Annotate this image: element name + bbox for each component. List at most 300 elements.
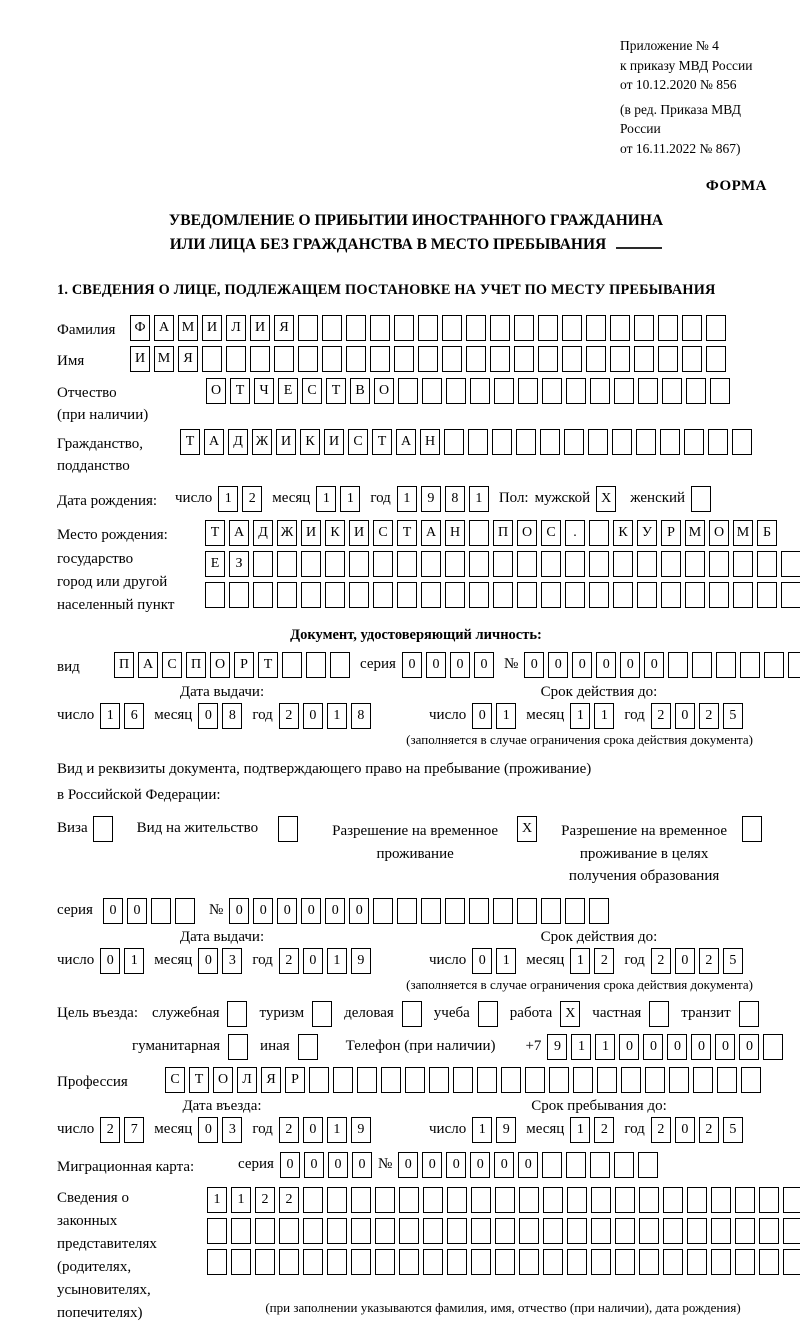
char-cell[interactable]: [566, 378, 586, 404]
char-cell[interactable]: [783, 1249, 800, 1275]
char-cell[interactable]: [660, 429, 680, 455]
char-cell[interactable]: [668, 652, 688, 678]
char-cell[interactable]: [333, 1067, 353, 1093]
char-cell[interactable]: П: [493, 520, 513, 546]
char-cell[interactable]: 1: [496, 948, 516, 974]
char-cell[interactable]: 0: [472, 948, 492, 974]
char-cell[interactable]: 0: [446, 1152, 466, 1178]
char-cell[interactable]: [541, 582, 561, 608]
char-cell[interactable]: 0: [127, 898, 147, 924]
char-cell[interactable]: 0: [572, 652, 592, 678]
char-cell[interactable]: [231, 1249, 251, 1275]
char-cell[interactable]: Ф: [130, 315, 150, 341]
char-cell[interactable]: 3: [222, 1117, 242, 1143]
char-cell[interactable]: 0: [402, 652, 422, 678]
char-cell[interactable]: [229, 582, 249, 608]
char-cell[interactable]: [277, 582, 297, 608]
char-cell[interactable]: [519, 1187, 539, 1213]
char-cell[interactable]: 0: [198, 703, 218, 729]
char-cell[interactable]: [543, 1187, 563, 1213]
char-cell[interactable]: 0: [474, 652, 494, 678]
char-cell[interactable]: [565, 582, 585, 608]
char-cell[interactable]: [175, 898, 195, 924]
char-cell[interactable]: 2: [100, 1117, 120, 1143]
char-cell[interactable]: [613, 582, 633, 608]
char-cell[interactable]: [253, 551, 273, 577]
char-cell[interactable]: Б: [757, 520, 777, 546]
char-cell[interactable]: 0: [472, 703, 492, 729]
char-cell[interactable]: И: [276, 429, 296, 455]
char-cell[interactable]: [445, 551, 465, 577]
char-cell[interactable]: [325, 551, 345, 577]
char-cell[interactable]: [589, 898, 609, 924]
char-cell[interactable]: [525, 1067, 545, 1093]
char-cell[interactable]: 0: [524, 652, 544, 678]
char-cell[interactable]: [351, 1249, 371, 1275]
char-cell[interactable]: О: [709, 520, 729, 546]
char-cell[interactable]: [573, 1067, 593, 1093]
char-cell[interactable]: 0: [253, 898, 273, 924]
char-cell[interactable]: [586, 315, 606, 341]
char-cell[interactable]: [517, 898, 537, 924]
char-cell[interactable]: 9: [496, 1117, 516, 1143]
char-cell[interactable]: [590, 1152, 610, 1178]
char-cell[interactable]: [708, 429, 728, 455]
char-cell[interactable]: 1: [231, 1187, 251, 1213]
char-cell[interactable]: 0: [470, 1152, 490, 1178]
char-cell[interactable]: 0: [229, 898, 249, 924]
char-cell[interactable]: [370, 346, 390, 372]
char-cell[interactable]: 0: [277, 898, 297, 924]
char-cell[interactable]: [375, 1187, 395, 1213]
char-cell[interactable]: Я: [178, 346, 198, 372]
humanitarian-checkbox[interactable]: [228, 1034, 248, 1060]
char-cell[interactable]: [612, 429, 632, 455]
char-cell[interactable]: 1: [218, 486, 238, 512]
char-cell[interactable]: [661, 582, 681, 608]
char-cell[interactable]: 0: [675, 948, 695, 974]
char-cell[interactable]: [588, 429, 608, 455]
char-cell[interactable]: 8: [445, 486, 465, 512]
char-cell[interactable]: И: [301, 520, 321, 546]
char-cell[interactable]: [469, 898, 489, 924]
char-cell[interactable]: [621, 1067, 641, 1093]
char-cell[interactable]: [591, 1187, 611, 1213]
char-cell[interactable]: [716, 652, 736, 678]
study-checkbox[interactable]: [478, 1001, 498, 1027]
char-cell[interactable]: Т: [230, 378, 250, 404]
business-checkbox[interactable]: [402, 1001, 422, 1027]
char-cell[interactable]: [636, 429, 656, 455]
char-cell[interactable]: В: [350, 378, 370, 404]
char-cell[interactable]: 2: [651, 948, 671, 974]
char-cell[interactable]: [370, 315, 390, 341]
char-cell[interactable]: И: [324, 429, 344, 455]
char-cell[interactable]: [421, 551, 441, 577]
char-cell[interactable]: [444, 429, 464, 455]
char-cell[interactable]: [429, 1067, 449, 1093]
char-cell[interactable]: А: [138, 652, 158, 678]
char-cell[interactable]: И: [130, 346, 150, 372]
char-cell[interactable]: [202, 346, 222, 372]
char-cell[interactable]: П: [186, 652, 206, 678]
char-cell[interactable]: [418, 346, 438, 372]
char-cell[interactable]: [446, 378, 466, 404]
char-cell[interactable]: [301, 551, 321, 577]
char-cell[interactable]: 2: [279, 948, 299, 974]
char-cell[interactable]: Н: [420, 429, 440, 455]
char-cell[interactable]: [711, 1218, 731, 1244]
char-cell[interactable]: [740, 652, 760, 678]
char-cell[interactable]: [661, 551, 681, 577]
char-cell[interactable]: [492, 429, 512, 455]
char-cell[interactable]: С: [348, 429, 368, 455]
char-cell[interactable]: [471, 1249, 491, 1275]
char-cell[interactable]: [151, 898, 171, 924]
char-cell[interactable]: [253, 582, 273, 608]
char-cell[interactable]: [381, 1067, 401, 1093]
char-cell[interactable]: У: [637, 520, 657, 546]
char-cell[interactable]: О: [517, 520, 537, 546]
char-cell[interactable]: [447, 1218, 467, 1244]
char-cell[interactable]: [692, 652, 712, 678]
char-cell[interactable]: [279, 1249, 299, 1275]
char-cell[interactable]: [325, 582, 345, 608]
char-cell[interactable]: [565, 551, 585, 577]
char-cell[interactable]: [615, 1187, 635, 1213]
char-cell[interactable]: 1: [595, 1034, 615, 1060]
male-checkbox[interactable]: X: [596, 486, 616, 512]
char-cell[interactable]: [733, 582, 753, 608]
char-cell[interactable]: [639, 1249, 659, 1275]
char-cell[interactable]: [394, 346, 414, 372]
char-cell[interactable]: [205, 582, 225, 608]
char-cell[interactable]: [517, 582, 537, 608]
char-cell[interactable]: [250, 346, 270, 372]
char-cell[interactable]: 0: [103, 898, 123, 924]
char-cell[interactable]: [590, 378, 610, 404]
char-cell[interactable]: [375, 1218, 395, 1244]
char-cell[interactable]: [421, 582, 441, 608]
char-cell[interactable]: 9: [351, 948, 371, 974]
char-cell[interactable]: 0: [422, 1152, 442, 1178]
char-cell[interactable]: [781, 551, 800, 577]
char-cell[interactable]: [634, 315, 654, 341]
char-cell[interactable]: 1: [571, 1034, 591, 1060]
char-cell[interactable]: К: [613, 520, 633, 546]
private-checkbox[interactable]: [649, 1001, 669, 1027]
char-cell[interactable]: Я: [274, 315, 294, 341]
char-cell[interactable]: Т: [180, 429, 200, 455]
char-cell[interactable]: 2: [594, 1117, 614, 1143]
char-cell[interactable]: 2: [279, 1187, 299, 1213]
char-cell[interactable]: [442, 315, 462, 341]
char-cell[interactable]: 1: [397, 486, 417, 512]
char-cell[interactable]: С: [162, 652, 182, 678]
char-cell[interactable]: [634, 346, 654, 372]
char-cell[interactable]: 2: [255, 1187, 275, 1213]
char-cell[interactable]: [538, 346, 558, 372]
char-cell[interactable]: Т: [258, 652, 278, 678]
char-cell[interactable]: [735, 1187, 755, 1213]
char-cell[interactable]: [351, 1187, 371, 1213]
char-cell[interactable]: [586, 346, 606, 372]
char-cell[interactable]: [614, 378, 634, 404]
char-cell[interactable]: [282, 652, 302, 678]
char-cell[interactable]: 0: [349, 898, 369, 924]
char-cell[interactable]: [501, 1067, 521, 1093]
char-cell[interactable]: [327, 1187, 347, 1213]
char-cell[interactable]: [421, 898, 441, 924]
char-cell[interactable]: [255, 1218, 275, 1244]
char-cell[interactable]: [687, 1249, 707, 1275]
char-cell[interactable]: 1: [570, 703, 590, 729]
char-cell[interactable]: [562, 315, 582, 341]
char-cell[interactable]: 2: [242, 486, 262, 512]
char-cell[interactable]: Д: [253, 520, 273, 546]
char-cell[interactable]: [349, 551, 369, 577]
char-cell[interactable]: Ж: [252, 429, 272, 455]
char-cell[interactable]: [255, 1249, 275, 1275]
char-cell[interactable]: Т: [205, 520, 225, 546]
char-cell[interactable]: 0: [667, 1034, 687, 1060]
char-cell[interactable]: 2: [279, 703, 299, 729]
char-cell[interactable]: 1: [496, 703, 516, 729]
char-cell[interactable]: [298, 346, 318, 372]
char-cell[interactable]: [757, 582, 777, 608]
char-cell[interactable]: [589, 520, 609, 546]
char-cell[interactable]: [495, 1249, 515, 1275]
char-cell[interactable]: [493, 582, 513, 608]
char-cell[interactable]: [759, 1187, 779, 1213]
char-cell[interactable]: [709, 582, 729, 608]
char-cell[interactable]: [418, 315, 438, 341]
char-cell[interactable]: [298, 315, 318, 341]
char-cell[interactable]: [682, 315, 702, 341]
char-cell[interactable]: О: [374, 378, 394, 404]
char-cell[interactable]: [543, 1218, 563, 1244]
char-cell[interactable]: [397, 582, 417, 608]
char-cell[interactable]: [538, 315, 558, 341]
char-cell[interactable]: [447, 1187, 467, 1213]
char-cell[interactable]: [542, 378, 562, 404]
char-cell[interactable]: 1: [316, 486, 336, 512]
char-cell[interactable]: 9: [421, 486, 441, 512]
char-cell[interactable]: [757, 551, 777, 577]
transit-checkbox[interactable]: [739, 1001, 759, 1027]
char-cell[interactable]: [566, 1152, 586, 1178]
char-cell[interactable]: [397, 898, 417, 924]
char-cell[interactable]: [423, 1218, 443, 1244]
char-cell[interactable]: [733, 551, 753, 577]
char-cell[interactable]: [764, 652, 784, 678]
char-cell[interactable]: [422, 378, 442, 404]
char-cell[interactable]: М: [733, 520, 753, 546]
char-cell[interactable]: [495, 1218, 515, 1244]
char-cell[interactable]: Л: [237, 1067, 257, 1093]
char-cell[interactable]: 1: [100, 703, 120, 729]
char-cell[interactable]: Р: [234, 652, 254, 678]
char-cell[interactable]: 0: [303, 948, 323, 974]
char-cell[interactable]: 9: [351, 1117, 371, 1143]
char-cell[interactable]: А: [229, 520, 249, 546]
char-cell[interactable]: К: [325, 520, 345, 546]
char-cell[interactable]: [610, 346, 630, 372]
char-cell[interactable]: [591, 1218, 611, 1244]
char-cell[interactable]: 0: [198, 1117, 218, 1143]
char-cell[interactable]: [686, 378, 706, 404]
char-cell[interactable]: 0: [739, 1034, 759, 1060]
char-cell[interactable]: [663, 1249, 683, 1275]
char-cell[interactable]: П: [114, 652, 134, 678]
char-cell[interactable]: 8: [222, 703, 242, 729]
char-cell[interactable]: [735, 1218, 755, 1244]
char-cell[interactable]: [637, 582, 657, 608]
char-cell[interactable]: [638, 378, 658, 404]
char-cell[interactable]: [309, 1067, 329, 1093]
char-cell[interactable]: 5: [723, 948, 743, 974]
char-cell[interactable]: А: [421, 520, 441, 546]
char-cell[interactable]: 0: [303, 703, 323, 729]
char-cell[interactable]: [493, 898, 513, 924]
char-cell[interactable]: 5: [723, 1117, 743, 1143]
char-cell[interactable]: [663, 1218, 683, 1244]
char-cell[interactable]: 1: [327, 1117, 347, 1143]
char-cell[interactable]: С: [165, 1067, 185, 1093]
char-cell[interactable]: [495, 1187, 515, 1213]
char-cell[interactable]: [567, 1187, 587, 1213]
char-cell[interactable]: [303, 1249, 323, 1275]
char-cell[interactable]: [405, 1067, 425, 1093]
char-cell[interactable]: [399, 1218, 419, 1244]
char-cell[interactable]: 1: [469, 486, 489, 512]
char-cell[interactable]: [710, 378, 730, 404]
char-cell[interactable]: [711, 1249, 731, 1275]
char-cell[interactable]: 1: [570, 948, 590, 974]
char-cell[interactable]: [706, 315, 726, 341]
char-cell[interactable]: 1: [207, 1187, 227, 1213]
char-cell[interactable]: [469, 520, 489, 546]
char-cell[interactable]: [442, 346, 462, 372]
char-cell[interactable]: [717, 1067, 737, 1093]
char-cell[interactable]: [207, 1218, 227, 1244]
char-cell[interactable]: [658, 315, 678, 341]
char-cell[interactable]: Д: [228, 429, 248, 455]
char-cell[interactable]: [788, 652, 800, 678]
char-cell[interactable]: [516, 429, 536, 455]
char-cell[interactable]: [564, 429, 584, 455]
char-cell[interactable]: [466, 315, 486, 341]
char-cell[interactable]: [423, 1187, 443, 1213]
char-cell[interactable]: [763, 1034, 783, 1060]
char-cell[interactable]: Л: [226, 315, 246, 341]
char-cell[interactable]: [373, 582, 393, 608]
char-cell[interactable]: [639, 1218, 659, 1244]
char-cell[interactable]: [541, 898, 561, 924]
char-cell[interactable]: [397, 551, 417, 577]
temp-residence-education-checkbox[interactable]: [742, 816, 762, 842]
char-cell[interactable]: [306, 652, 326, 678]
char-cell[interactable]: 0: [450, 652, 470, 678]
char-cell[interactable]: [706, 346, 726, 372]
char-cell[interactable]: [540, 429, 560, 455]
char-cell[interactable]: 0: [644, 652, 664, 678]
char-cell[interactable]: Т: [372, 429, 392, 455]
char-cell[interactable]: [562, 346, 582, 372]
other-checkbox[interactable]: [298, 1034, 318, 1060]
char-cell[interactable]: [615, 1218, 635, 1244]
char-cell[interactable]: [423, 1249, 443, 1275]
char-cell[interactable]: [357, 1067, 377, 1093]
char-cell[interactable]: [279, 1218, 299, 1244]
char-cell[interactable]: [759, 1249, 779, 1275]
char-cell[interactable]: 2: [699, 948, 719, 974]
char-cell[interactable]: 1: [124, 948, 144, 974]
char-cell[interactable]: [783, 1187, 800, 1213]
char-cell[interactable]: [398, 378, 418, 404]
char-cell[interactable]: [687, 1218, 707, 1244]
char-cell[interactable]: [373, 898, 393, 924]
char-cell[interactable]: 0: [548, 652, 568, 678]
char-cell[interactable]: [684, 429, 704, 455]
char-cell[interactable]: 0: [303, 1117, 323, 1143]
char-cell[interactable]: [685, 551, 705, 577]
char-cell[interactable]: [549, 1067, 569, 1093]
char-cell[interactable]: 1: [570, 1117, 590, 1143]
char-cell[interactable]: [466, 346, 486, 372]
char-cell[interactable]: 0: [675, 703, 695, 729]
char-cell[interactable]: [783, 1218, 800, 1244]
tourism-checkbox[interactable]: [312, 1001, 332, 1027]
char-cell[interactable]: 1: [340, 486, 360, 512]
char-cell[interactable]: С: [302, 378, 322, 404]
char-cell[interactable]: 3: [222, 948, 242, 974]
char-cell[interactable]: [591, 1249, 611, 1275]
char-cell[interactable]: [375, 1249, 395, 1275]
char-cell[interactable]: [597, 1067, 617, 1093]
char-cell[interactable]: 1: [327, 948, 347, 974]
char-cell[interactable]: 0: [328, 1152, 348, 1178]
char-cell[interactable]: 8: [351, 703, 371, 729]
char-cell[interactable]: С: [541, 520, 561, 546]
char-cell[interactable]: [543, 1249, 563, 1275]
char-cell[interactable]: [399, 1187, 419, 1213]
char-cell[interactable]: 0: [398, 1152, 418, 1178]
char-cell[interactable]: [322, 315, 342, 341]
char-cell[interactable]: [517, 551, 537, 577]
char-cell[interactable]: 0: [352, 1152, 372, 1178]
char-cell[interactable]: [490, 315, 510, 341]
char-cell[interactable]: О: [206, 378, 226, 404]
char-cell[interactable]: [231, 1218, 251, 1244]
char-cell[interactable]: [732, 429, 752, 455]
char-cell[interactable]: 0: [619, 1034, 639, 1060]
char-cell[interactable]: З: [229, 551, 249, 577]
char-cell[interactable]: Т: [189, 1067, 209, 1093]
char-cell[interactable]: [567, 1218, 587, 1244]
char-cell[interactable]: [493, 551, 513, 577]
char-cell[interactable]: 0: [426, 652, 446, 678]
char-cell[interactable]: [277, 551, 297, 577]
char-cell[interactable]: [610, 315, 630, 341]
char-cell[interactable]: О: [210, 652, 230, 678]
official-checkbox[interactable]: [227, 1001, 247, 1027]
char-cell[interactable]: 0: [643, 1034, 663, 1060]
char-cell[interactable]: 0: [280, 1152, 300, 1178]
char-cell[interactable]: И: [349, 520, 369, 546]
char-cell[interactable]: [759, 1218, 779, 1244]
char-cell[interactable]: Р: [661, 520, 681, 546]
